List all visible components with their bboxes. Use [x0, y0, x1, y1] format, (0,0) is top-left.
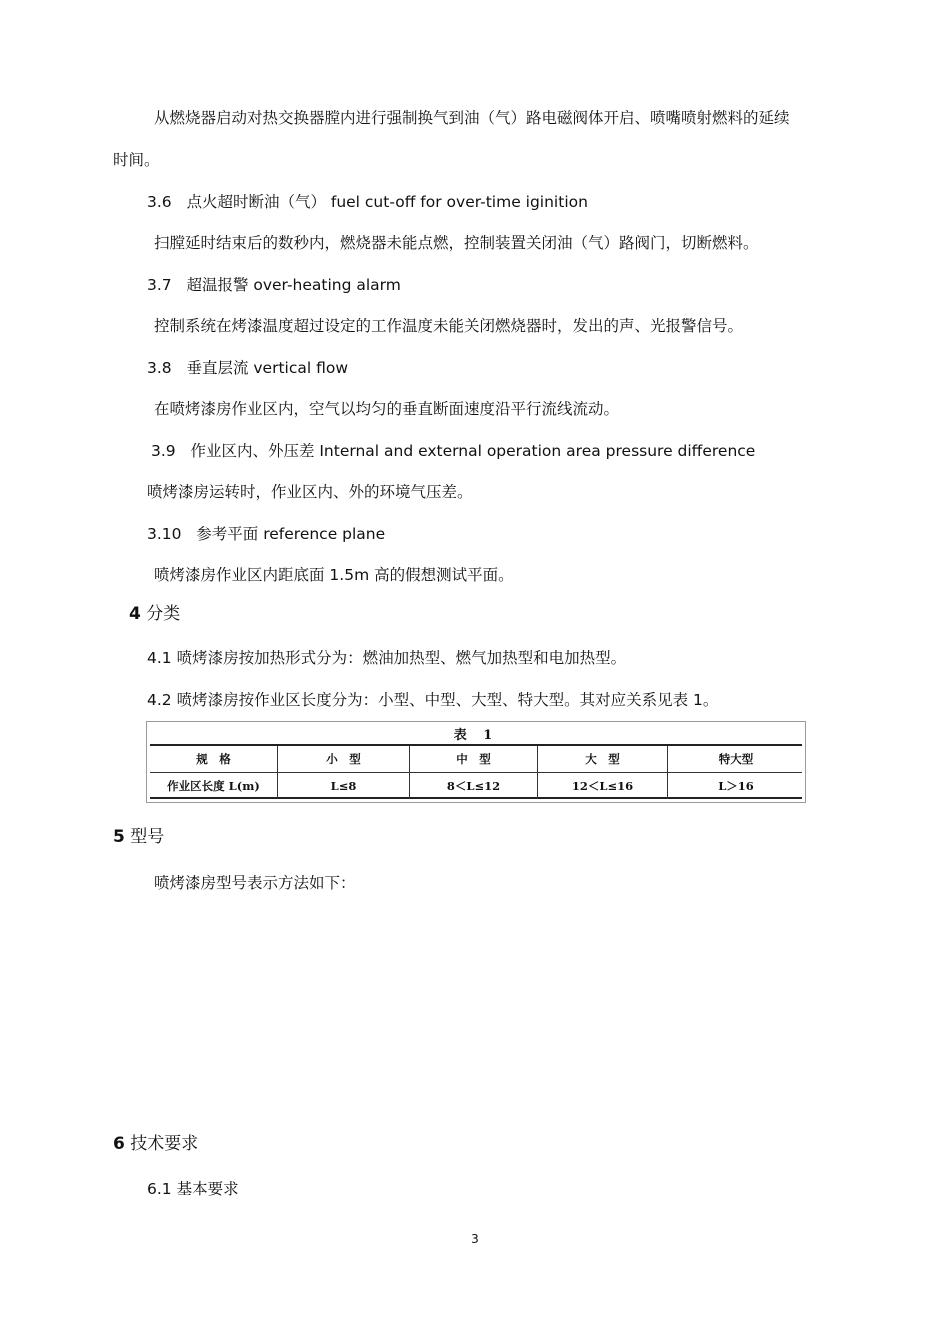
section-heading-3-9	[151, 441, 755, 461]
table-row	[150, 773, 802, 799]
section-4-2: 4.2 喷烤漆房按作业区长度分为：小型、中型、大型、特大型。其对应关系见表 1。	[147, 691, 719, 709]
chapter-title: 技术要求	[130, 1134, 199, 1154]
section-heading-3-8	[147, 358, 348, 378]
section-title: 点火超时断油（气） fuel cut-off for over-time iginition	[186, 193, 588, 211]
table-header-cell: 规 格	[150, 746, 278, 772]
chapter-title: 型号	[130, 827, 165, 847]
section-number: 3.6	[147, 193, 172, 211]
table-grid	[150, 744, 802, 799]
paragraph-line: 从燃烧器启动对热交换器膛内进行强制换气到油（气）路电磁阀体开启、喷嘴喷射燃料的延续	[154, 109, 790, 127]
paragraph-line: 时间。	[113, 151, 160, 169]
section-heading-3-7	[147, 275, 401, 295]
table-title: 表 1	[453, 728, 499, 743]
table-header-cell: 特大型	[718, 752, 754, 766]
section-text-3-8: 在喷烤漆房作业区内，空气以均匀的垂直断面速度沿平行流线流动。	[154, 400, 620, 418]
section-text-3-7: 控制系统在烤漆温度超过设定的工作温度未能关闭燃烧器时，发出的声、光报警信号。	[154, 317, 744, 335]
table-header-cell: 小 型	[278, 746, 410, 772]
section-number: 3.10	[147, 525, 182, 543]
section-text-3-6: 扫膛延时结束后的数秒内，燃烧器未能点燃，控制装置关闭油（气）路阀门，切断燃料。	[154, 234, 759, 252]
table-cell: L≤8	[278, 773, 410, 799]
section-6-1: 6.1 基本要求	[147, 1180, 239, 1198]
section-text-3-10: 喷烤漆房作业区内距底面 1.5m 高的假想测试平面。	[154, 566, 514, 584]
section-heading-3-6	[147, 192, 588, 212]
page-number: 3	[471, 1232, 479, 1246]
chapter-heading-6	[113, 1133, 198, 1155]
section-heading-3-10	[147, 524, 385, 544]
section-title: 超温报警 over-heating alarm	[186, 276, 401, 294]
section-number: 3.7	[147, 276, 172, 294]
chapter-title: 分类	[146, 604, 181, 624]
table-cell: L＞16	[718, 779, 754, 793]
chapter-number: 4	[129, 604, 141, 624]
table-header-row	[150, 746, 802, 773]
section-number: 3.8	[147, 359, 172, 377]
table-cell: 8＜L≤12	[410, 773, 538, 799]
table-header-cell: 中 型	[410, 746, 538, 772]
table-cell: 12＜L≤16	[538, 773, 668, 799]
table-header-cell: 大 型	[538, 746, 668, 772]
chapter-heading-5	[113, 826, 164, 848]
table-cell: 作业区长度 L(m)	[150, 773, 278, 799]
section-5-text: 喷烤漆房型号表示方法如下：	[154, 874, 356, 892]
section-title: 作业区内、外压差 Internal and external operation area pressure difference	[190, 442, 756, 460]
section-number: 3.9	[151, 442, 176, 460]
chapter-number: 6	[113, 1134, 125, 1154]
chapter-number: 5	[113, 827, 125, 847]
section-title: 参考平面 reference plane	[196, 525, 386, 543]
section-title: 垂直层流 vertical flow	[186, 359, 349, 377]
chapter-heading-4	[129, 603, 180, 625]
section-text-3-9: 喷烤漆房运转时，作业区内、外的环境气压差。	[147, 483, 473, 501]
table-1	[146, 721, 806, 803]
section-4-1: 4.1 喷烤漆房按加热形式分为：燃油加热型、燃气加热型和电加热型。	[147, 649, 627, 667]
